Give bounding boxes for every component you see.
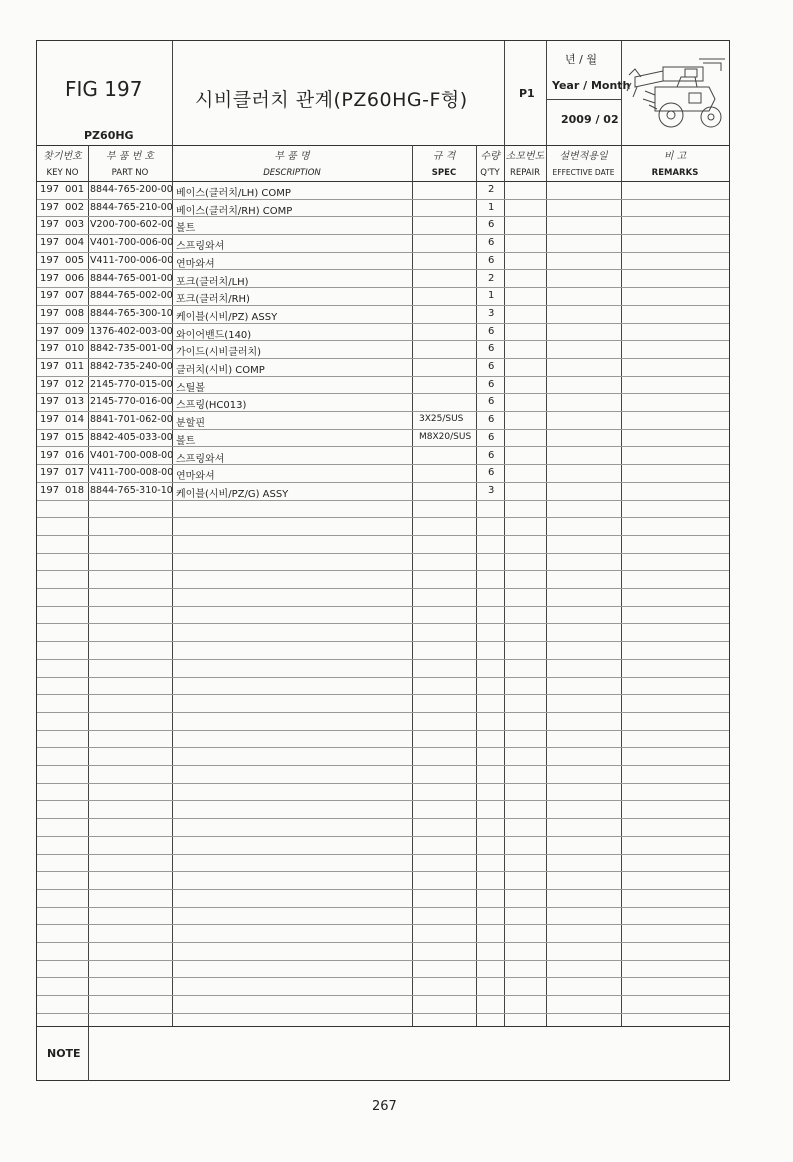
row-description: 포크(클러치/RH) [176,294,250,306]
col-repair: 소모번도 REPAIR [505,151,545,178]
year-month-label-ko: 년 / 월 [565,53,597,66]
row-key: 002 [65,201,85,213]
sheet-header [37,41,729,146]
row-part-no: V200-700-602-00 [90,219,174,231]
col-spec: 규 격 SPEC [431,151,457,178]
row-fig: 197 [40,361,60,372]
row-part-no: 8841-701-062-00 [90,414,173,426]
row-key: 005 [65,254,85,266]
table-row [37,871,729,890]
row-part-no: 2145-770-015-00 [90,378,173,390]
table-row [37,783,729,802]
row-fig: 197 [40,343,60,355]
row-part-no: 8844-765-300-10 [90,307,173,319]
row-part-no: V401-700-008-00 [90,449,174,461]
table-row [37,854,729,873]
table-row [37,447,729,466]
table-row [37,694,729,713]
table-row [37,234,729,253]
table-row [37,429,729,448]
row-fig: 197 [40,254,60,266]
table-row [37,482,729,501]
row-part-no: 1376-402-003-00 [90,325,173,337]
row-description: 와이어밴드(140) [176,329,252,341]
row-qty: 2 [488,272,495,284]
table-row [37,305,729,324]
col-part: 부 품 번 호 PART NO [105,151,155,178]
table-row [37,464,729,483]
row-key: 003 [65,219,85,231]
row-description: 케이블(시비/PZ/G) ASSY [176,488,289,500]
row-description: 베이스(클러치/RH) COMP [176,205,293,217]
row-key: 001 [65,184,85,195]
row-spec: M8X20/SUS [419,431,472,442]
row-description: 볼트 [176,223,196,235]
row-part-no: 8844-765-310-10 [90,484,173,496]
table-row [37,570,729,589]
table-row [37,624,729,643]
row-part-no: V411-700-006-00 [90,254,174,266]
row-key: 017 [65,467,85,479]
table-row [37,836,729,855]
note-section [37,1026,729,1081]
row-fig: 197 [40,378,60,390]
row-description: 스프링(HC013) [176,400,247,412]
row-part-no: 8844-765-210-00 [90,201,173,213]
table-row [37,588,729,607]
table-row [37,606,729,625]
table-row [37,889,729,908]
table-row [37,270,729,289]
row-key: 015 [65,431,85,443]
row-part-no: 8842-405-033-00 [90,431,173,443]
row-qty: 6 [488,449,495,461]
row-part-no: 8844-765-002-00 [90,290,173,302]
table-row [37,747,729,766]
row-description: 스틸볼 [176,382,205,394]
col-qty: 수량 Q'TY [480,151,500,178]
row-description: 가이드(시비클러치) [176,347,262,359]
table-row [37,641,729,660]
table-row [37,960,729,979]
row-qty: 6 [488,343,495,355]
column-headers [37,145,729,182]
table-row [37,199,729,218]
table-row [37,659,729,678]
row-qty: 6 [488,396,495,408]
table-row [37,287,729,306]
row-qty: 1 [488,290,495,302]
table-row [37,801,729,820]
row-description: 연마와셔 [176,258,215,270]
row-qty: 3 [488,484,495,496]
page-number: 267 [372,1099,397,1114]
table-row [37,216,729,235]
row-fig: 197 [40,184,60,195]
row-key: 008 [65,307,85,319]
row-part-no: 2145-770-016-00 [90,396,173,408]
table-row [37,730,729,749]
table-row [37,393,729,412]
model-name: PZ60HG [84,129,134,142]
row-part-no: 8842-735-001-00 [90,343,173,355]
table-row [37,323,729,342]
issue-date: 2009 / 02 [561,113,619,126]
row-qty: 6 [488,361,495,372]
col-effective-date: 설변적용일 EFFECTIVE DATE [552,151,615,177]
col-key: 찾기번호 KEY NO [43,151,82,178]
rice-transplanter-illustration [625,47,729,139]
row-description: 스프링와셔 [176,241,225,253]
row-part-no: 8844-765-200-00 [90,184,173,195]
page-title: 시비클러치 관계(PZ60HG-F형) [195,89,468,111]
table-row [37,411,729,430]
row-qty: 1 [488,201,495,213]
table-row [37,340,729,359]
table-row [37,712,729,731]
table-row [37,677,729,696]
row-key: 013 [65,396,85,408]
parts-list-sheet [36,40,730,1081]
fig-number: FIG 197 [65,77,143,101]
row-description: 베이스(클러치/LH) COMP [176,188,291,199]
row-fig: 197 [40,414,60,426]
table-row [37,942,729,961]
table-row [37,500,729,519]
year-month-label-en: Year / Month [552,79,631,92]
row-key: 006 [65,272,85,284]
row-part-no: V401-700-006-00 [90,237,174,249]
page-code: P1 [519,87,535,100]
row-description: 연마와셔 [176,471,215,483]
row-key: 012 [65,378,85,390]
row-qty: 6 [488,219,495,231]
row-fig: 197 [40,449,60,461]
row-qty: 6 [488,325,495,337]
row-fig: 197 [40,290,60,302]
row-part-no: 8844-765-001-00 [90,272,173,284]
table-row [37,252,729,271]
table-row [37,907,729,926]
row-key: 007 [65,290,85,302]
col-description: 부 품 명 DESCRIPTION [263,151,321,178]
row-fig: 197 [40,396,60,408]
table-row [37,358,729,377]
row-fig: 197 [40,484,60,496]
table-row [37,924,729,943]
row-key: 016 [65,449,85,461]
row-qty: 6 [488,378,495,390]
table-row [37,553,729,572]
table-row [37,818,729,837]
row-fig: 197 [40,237,60,249]
row-key: 010 [65,343,85,355]
row-key: 018 [65,484,85,496]
row-key: 011 [65,361,85,372]
row-spec: 3X25/SUS [419,414,464,425]
table-row [37,517,729,536]
row-qty: 6 [488,237,495,249]
row-description: 스프링와셔 [176,453,225,465]
row-key: 014 [65,414,85,426]
row-part-no: 8842-735-240-00 [90,361,173,372]
row-fig: 197 [40,467,60,479]
table-row [37,376,729,395]
row-part-no: V411-700-008-00 [90,467,174,479]
row-qty: 6 [488,467,495,479]
row-description: 볼트 [176,435,196,447]
row-qty: 6 [488,414,495,426]
table-row [37,535,729,554]
row-qty: 3 [488,307,495,319]
row-key: 009 [65,325,85,337]
row-fig: 197 [40,431,60,443]
row-fig: 197 [40,325,60,337]
row-key: 004 [65,237,85,249]
row-description: 케이블(시비/PZ) ASSY [176,311,278,323]
row-qty: 2 [488,184,495,195]
row-description: 분할핀 [176,418,205,430]
row-description: 포크(클러치/LH) [176,276,249,288]
row-description: 클러치(시비) COMP [176,365,265,376]
row-fig: 197 [40,201,60,213]
row-qty: 6 [488,254,495,266]
row-fig: 197 [40,219,60,231]
table-row [37,995,729,1014]
row-fig: 197 [40,272,60,284]
col-remarks: 비 고 REMARKS [651,151,699,178]
table-row [37,978,729,997]
table-row [37,181,729,200]
table-row [37,765,729,784]
note-label: NOTE [47,1047,81,1060]
row-fig: 197 [40,307,60,319]
row-qty: 6 [488,431,495,443]
